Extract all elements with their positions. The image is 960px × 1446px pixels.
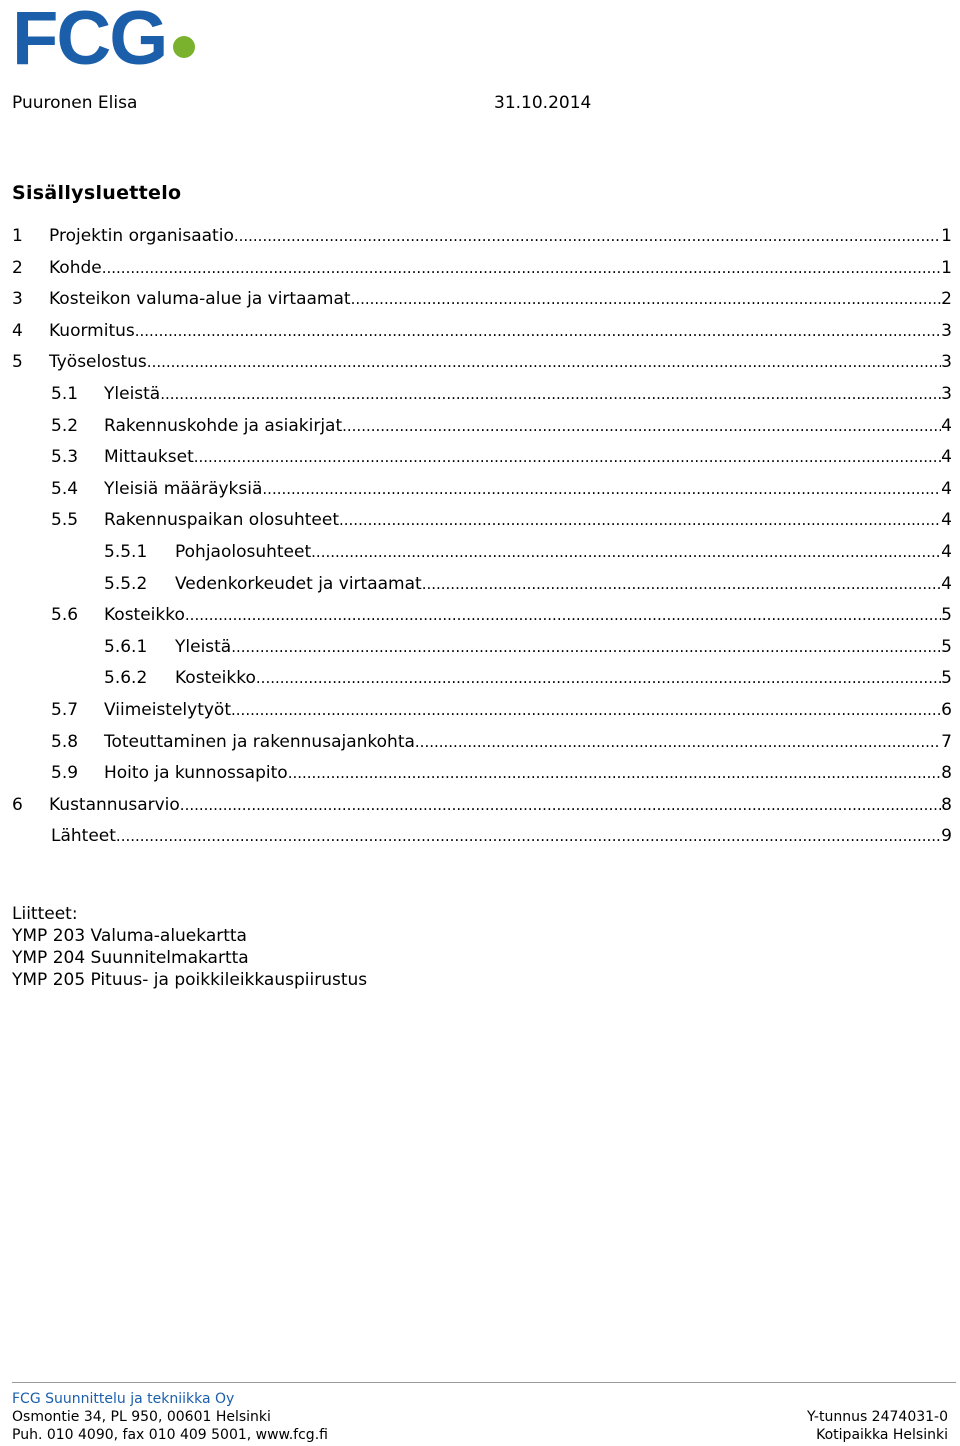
toc-dot-leader bbox=[231, 634, 941, 660]
toc-dot-leader bbox=[351, 286, 942, 312]
toc-entry-number: 5.6 bbox=[51, 605, 79, 626]
toc-dot-leader bbox=[102, 255, 941, 281]
footer-contact: Puh. 010 4090, fax 010 409 5001, www.fcg.fi bbox=[12, 1427, 328, 1443]
toc-entry-number: 5.4 bbox=[51, 478, 79, 499]
toc-entry[interactable] bbox=[12, 697, 952, 729]
toc-entry-title: Viimeistelytyöt bbox=[104, 699, 232, 720]
toc-entry-title: Työselostus bbox=[49, 352, 147, 373]
toc-entry-title: Kustannusarvio bbox=[49, 794, 180, 815]
toc-entry-title: Projektin organisaatio bbox=[49, 226, 234, 246]
toc-entry-page: 3 bbox=[941, 352, 952, 373]
toc-entry-number: 5.1 bbox=[51, 383, 79, 404]
toc-entry[interactable] bbox=[12, 665, 952, 697]
author-name: Puuronen Elisa bbox=[12, 93, 138, 113]
toc-entry-number: 5.5.2 bbox=[104, 573, 148, 594]
toc-entry-title: Mittaukset bbox=[104, 447, 194, 468]
footer-row bbox=[12, 1426, 948, 1444]
toc-entry-title: Vedenkorkeudet ja virtaamat bbox=[175, 573, 422, 594]
toc-entry-page: 2 bbox=[941, 289, 952, 310]
toc-entry[interactable] bbox=[12, 539, 952, 571]
toc-entry-number: 5.2 bbox=[51, 415, 79, 436]
toc-entry-title: Yleisiä määräyksiä bbox=[104, 478, 263, 499]
toc-entry-number: 1 bbox=[12, 226, 23, 246]
toc-entry-number: 5.9 bbox=[51, 763, 79, 784]
toc-entry[interactable] bbox=[12, 823, 952, 855]
toc-entry[interactable] bbox=[12, 507, 952, 539]
toc-entry-number: 5 bbox=[12, 352, 23, 373]
toc-entry-page: 8 bbox=[941, 763, 952, 784]
toc-entry-number: 3 bbox=[12, 289, 23, 310]
toc-entry[interactable] bbox=[12, 634, 952, 666]
toc-entry-number: 5.7 bbox=[51, 699, 79, 720]
toc-dot-leader bbox=[135, 318, 941, 344]
toc-entry-title: Kohde bbox=[49, 257, 102, 278]
toc-dot-leader bbox=[342, 413, 941, 439]
toc-entry-page: 6 bbox=[941, 699, 952, 720]
toc-entry-page: 4 bbox=[941, 447, 952, 468]
toc-entry-page: 4 bbox=[941, 510, 952, 531]
toc-entry-title: Yleistä bbox=[104, 383, 161, 404]
footer-divider bbox=[12, 1382, 956, 1383]
toc-dot-leader bbox=[262, 476, 941, 502]
toc-entry-page: 7 bbox=[941, 731, 952, 752]
toc-entry-title: Hoito ja kunnossapito bbox=[104, 763, 288, 784]
toc-entry-title: Kosteikko bbox=[104, 605, 185, 626]
toc-dot-leader bbox=[160, 381, 941, 407]
toc-entry[interactable] bbox=[12, 476, 952, 508]
toc-entry-page: 1 bbox=[941, 226, 952, 246]
toc-entry[interactable] bbox=[12, 602, 952, 634]
logo-text: FCG bbox=[12, 2, 167, 68]
toc-entry[interactable] bbox=[12, 381, 952, 413]
toc-entry-number: 2 bbox=[12, 257, 23, 278]
toc-dot-leader bbox=[234, 223, 941, 249]
toc-entry-number: 5.5.1 bbox=[104, 541, 148, 562]
toc-entry[interactable] bbox=[12, 444, 952, 476]
toc-dot-leader bbox=[288, 760, 941, 786]
footer-address: Osmontie 34, PL 950, 00601 Helsinki bbox=[12, 1409, 271, 1425]
toc-dot-leader bbox=[311, 539, 941, 565]
toc-entry-title: Pohjaolosuhteet bbox=[175, 541, 312, 562]
footer-row bbox=[12, 1408, 948, 1426]
logo-green-dot bbox=[173, 36, 195, 58]
toc-entry-page: 8 bbox=[941, 794, 952, 815]
toc-entry-page: 5 bbox=[941, 636, 952, 657]
toc-entry[interactable] bbox=[12, 792, 952, 824]
document-date: 31.10.2014 bbox=[494, 93, 592, 113]
attachments-heading: Liitteet: bbox=[12, 904, 78, 924]
toc-entry[interactable] bbox=[12, 729, 952, 761]
toc-entry-title: Kuormitus bbox=[49, 320, 135, 341]
toc-entry[interactable] bbox=[12, 571, 952, 603]
footer-business-id: Y-tunnus 2474031-0 bbox=[807, 1409, 948, 1425]
footer-company-name: FCG Suunnittelu ja tekniikka Oy bbox=[12, 1391, 235, 1407]
toc-entry[interactable] bbox=[12, 318, 952, 350]
toc-entry-title: Lähteet bbox=[51, 826, 116, 847]
toc-entry-number: 5.5 bbox=[51, 510, 79, 531]
fcg-logo bbox=[12, 2, 202, 68]
toc-entry[interactable] bbox=[12, 760, 952, 792]
toc-entry-page: 4 bbox=[941, 573, 952, 594]
toc-dot-leader bbox=[194, 444, 941, 470]
toc-entry-number: 6 bbox=[12, 794, 23, 815]
toc-entry-page: 3 bbox=[941, 383, 952, 404]
toc-entry[interactable] bbox=[12, 255, 952, 287]
toc-entry[interactable] bbox=[12, 413, 952, 445]
toc-entry-page: 4 bbox=[941, 541, 952, 562]
toc-entry-page: 5 bbox=[941, 668, 952, 689]
toc-entry-title: Toteuttaminen ja rakennusajankohta bbox=[104, 731, 415, 752]
toc-entry-number: 5.6.1 bbox=[104, 636, 148, 657]
toc-dot-leader bbox=[185, 602, 941, 628]
attachment-item: YMP 203 Valuma-aluekartta bbox=[12, 926, 247, 946]
toc-entry-page: 5 bbox=[941, 605, 952, 626]
attachments-list bbox=[12, 903, 367, 991]
toc-entry-page: 4 bbox=[941, 415, 952, 436]
toc-entry-title: Rakennuskohde ja asiakirjat bbox=[104, 415, 343, 436]
toc-dot-leader bbox=[116, 823, 941, 849]
page-footer bbox=[12, 1390, 948, 1444]
attachment-item: YMP 205 Pituus- ja poikkileikkauspiirustus bbox=[12, 970, 368, 990]
attachment-item: YMP 204 Suunnitelmakartta bbox=[12, 948, 249, 968]
toc-dot-leader bbox=[339, 507, 941, 533]
toc-entry[interactable] bbox=[12, 286, 952, 318]
toc-entry-page: 1 bbox=[941, 257, 952, 278]
toc-entry-number: 4 bbox=[12, 320, 23, 341]
toc-dot-leader bbox=[180, 792, 941, 818]
fcg-logo-graphic bbox=[12, 2, 202, 68]
toc-entry-title: Yleistä bbox=[175, 636, 232, 657]
toc-dot-leader bbox=[256, 665, 941, 691]
footer-domicile: Kotipaikka Helsinki bbox=[816, 1427, 948, 1443]
toc-entry[interactable] bbox=[12, 223, 952, 255]
toc-heading: Sisällysluettelo bbox=[12, 182, 182, 204]
toc-dot-leader bbox=[231, 697, 941, 723]
toc-entry-number: 5.6.2 bbox=[104, 668, 148, 689]
table-of-contents bbox=[12, 223, 952, 855]
toc-dot-leader bbox=[422, 571, 941, 597]
toc-entry[interactable] bbox=[12, 349, 952, 381]
toc-entry-page: 9 bbox=[941, 826, 952, 847]
toc-entry-page: 4 bbox=[941, 478, 952, 499]
toc-entry-number: 5.3 bbox=[51, 447, 79, 468]
toc-entry-title: Rakennuspaikan olosuhteet bbox=[104, 510, 339, 531]
toc-entry-number: 5.8 bbox=[51, 731, 79, 752]
toc-entry-title: Kosteikon valuma-alue ja virtaamat bbox=[49, 289, 351, 310]
toc-dot-leader bbox=[415, 729, 941, 755]
toc-entry-title: Kosteikko bbox=[175, 668, 256, 689]
toc-dot-leader bbox=[147, 349, 941, 375]
toc-entry-page: 3 bbox=[941, 320, 952, 341]
